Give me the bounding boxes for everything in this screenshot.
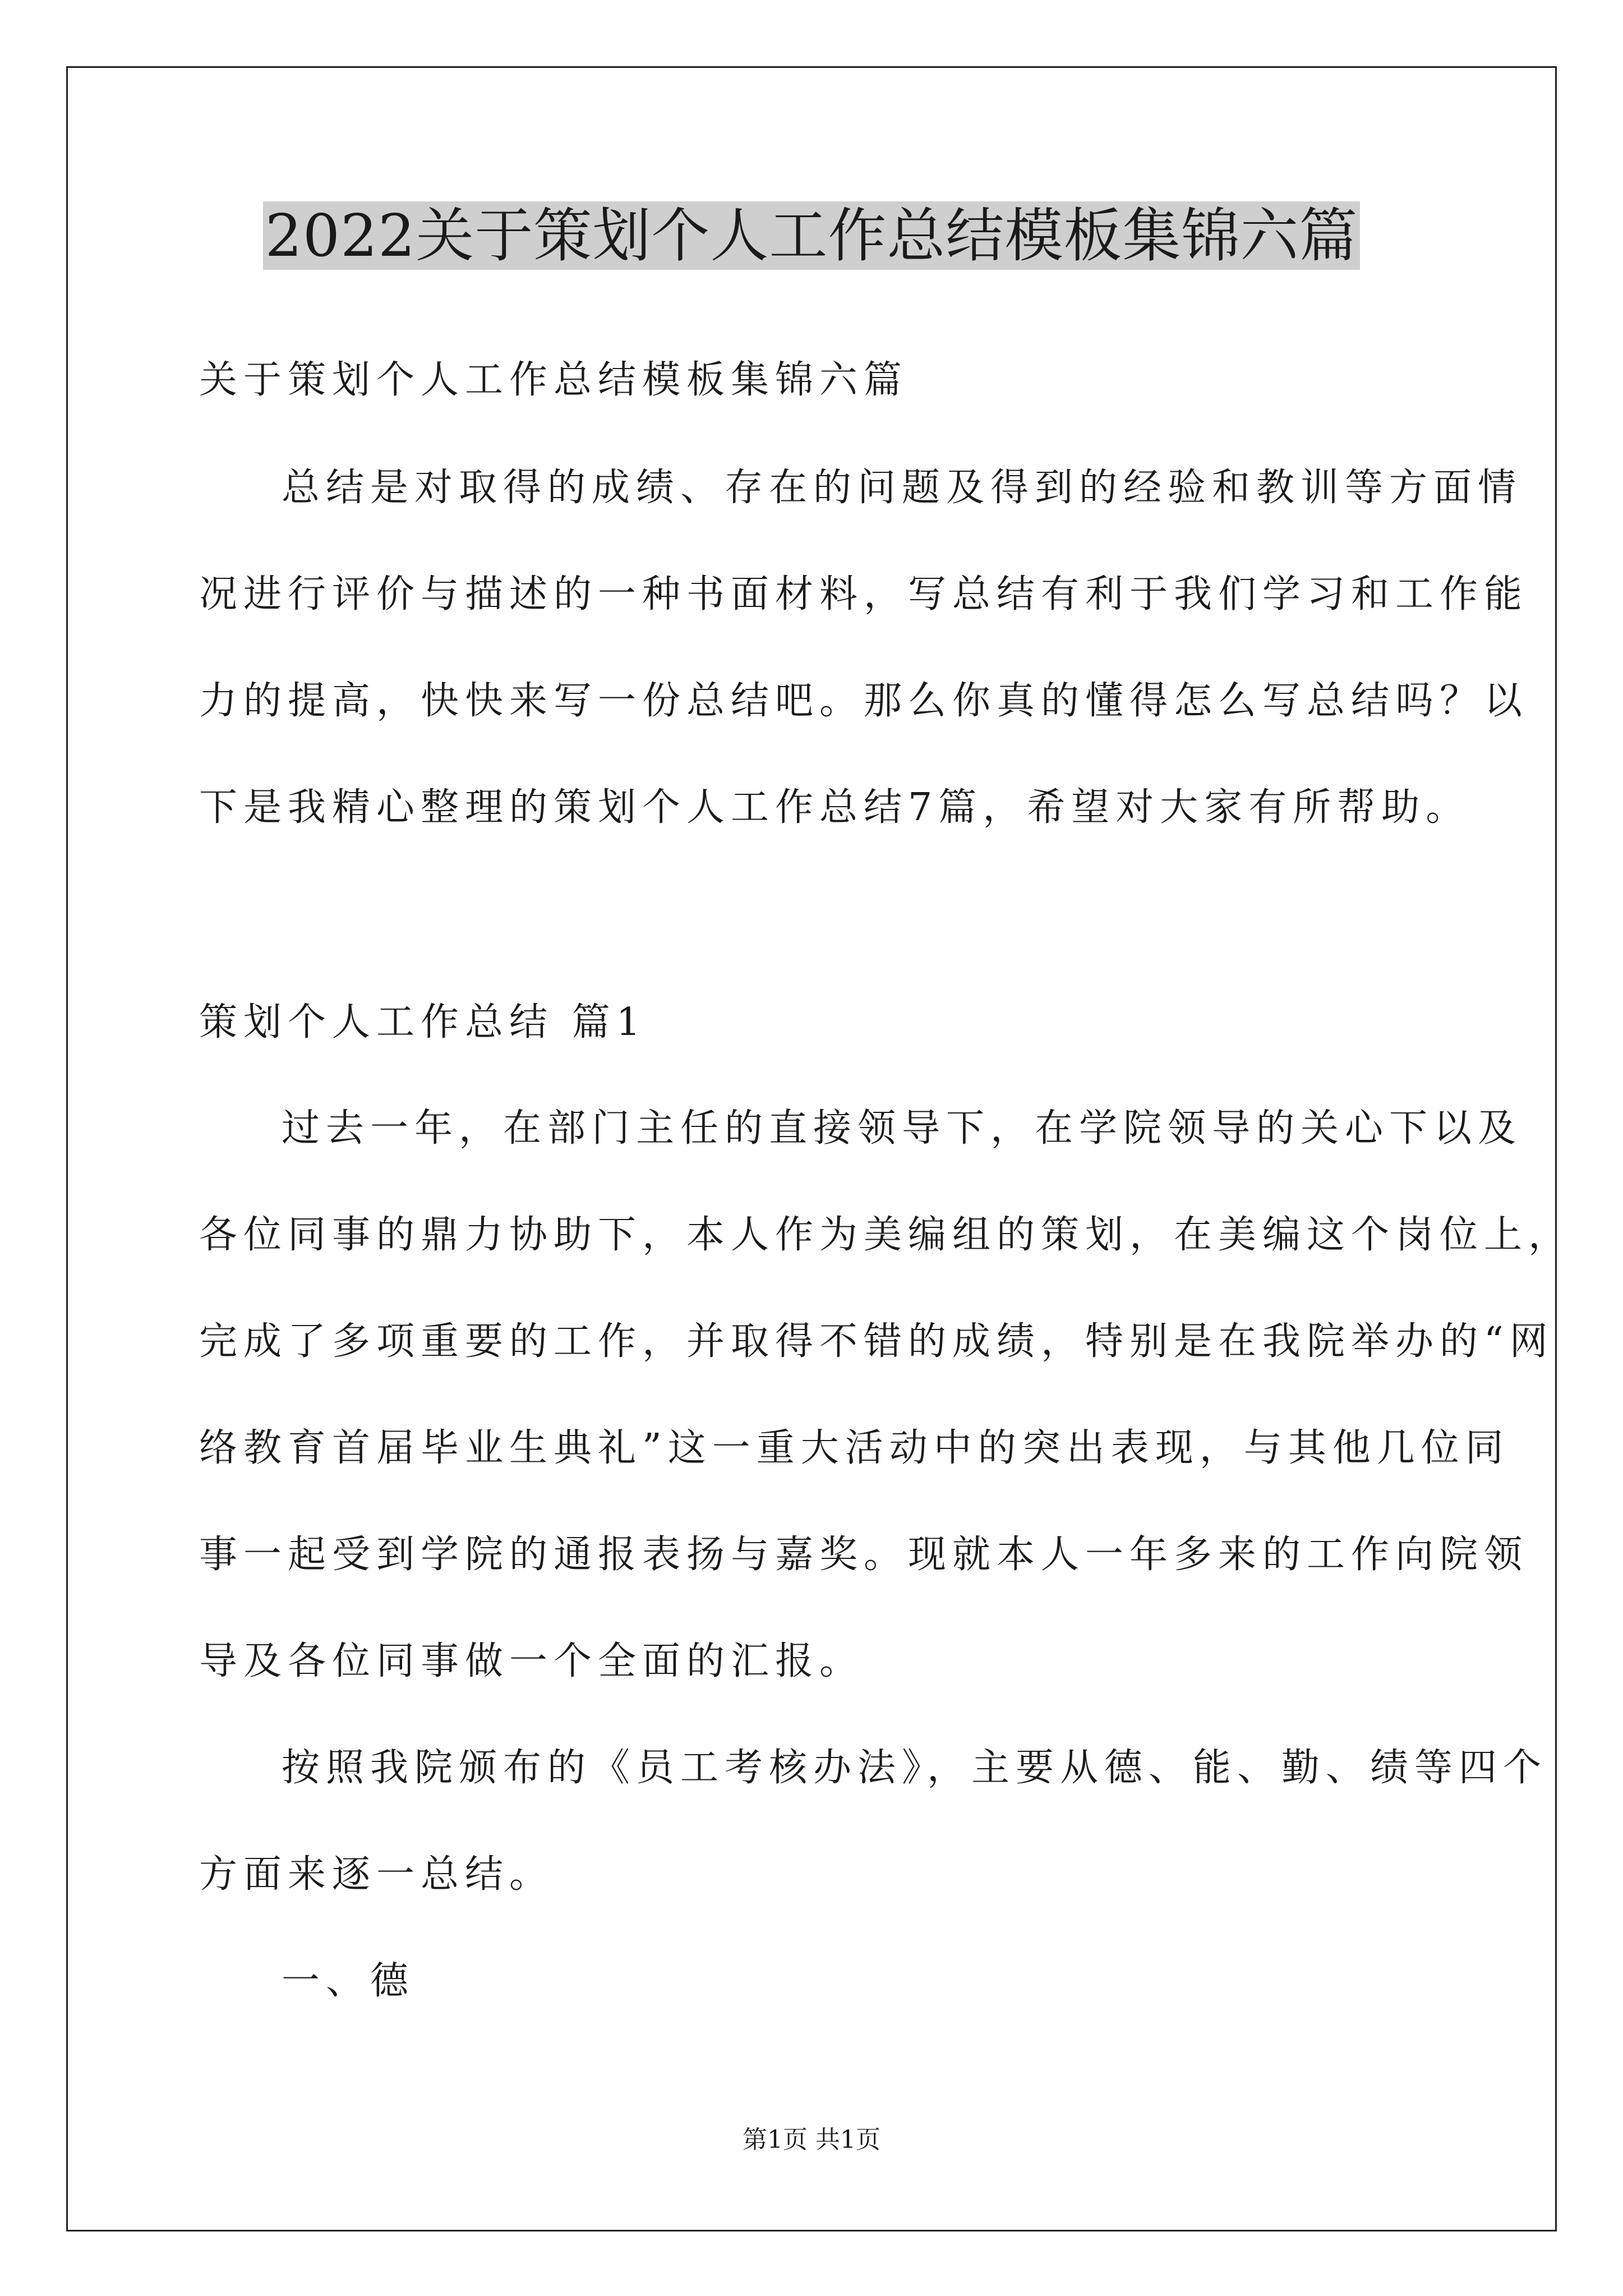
document-title: [0, 199, 1623, 272]
para2-line-1: 按照我院颁布的《员工考核办法》，主要从德、能、勤、绩等四个: [282, 1746, 1548, 1790]
intro-line-4: 下是我精心整理的策划个人工作总结7篇，希望对大家有所帮助。: [199, 785, 1470, 830]
intro-line-2: 况进行评价与描述的一种书面材料，写总结有利于我们学习和工作能: [199, 572, 1529, 616]
title-text: 2022关于策划个人工作总结模板集锦六篇: [263, 201, 1361, 270]
para1-line-1: 过去一年，在部门主任的直接领导下，在学院领导的关心下以及: [282, 1106, 1523, 1151]
para1-line-2: 各位同事的鼎力协助下，本人作为美编组的策划，在美编这个岗位上，: [199, 1213, 1573, 1257]
para2-line-2: 方面来逐一总结。: [199, 1852, 554, 1897]
para1-line-5: 事一起受到学院的通报表扬与嘉奖。现就本人一年多来的工作向院领: [199, 1533, 1529, 1577]
para1-line-6: 导及各位同事做一个全面的汇报。: [199, 1639, 864, 1683]
section-heading: 策划个人工作总结 篇1: [199, 1000, 647, 1045]
subtitle: 关于策划个人工作总结模板集锦六篇: [199, 358, 909, 402]
page-footer: 第1页 共1页: [743, 2125, 880, 2154]
intro-line-1: 总结是对取得的成绩、存在的问题及得到的经验和教训等方面情: [282, 466, 1523, 510]
para1-line-3: 完成了多项重要的工作，并取得不错的成绩，特别是在我院举办的“网: [199, 1319, 1554, 1364]
point-heading: 一、德: [282, 1959, 415, 2003]
para1-line-4: 络教育首届毕业生典礼”这一重大活动中的突出表现，与其他几位同: [199, 1426, 1510, 1470]
intro-line-3: 力的提高，快快来写一份总结吧。那么你真的懂得怎么写总结吗？以: [199, 679, 1529, 723]
